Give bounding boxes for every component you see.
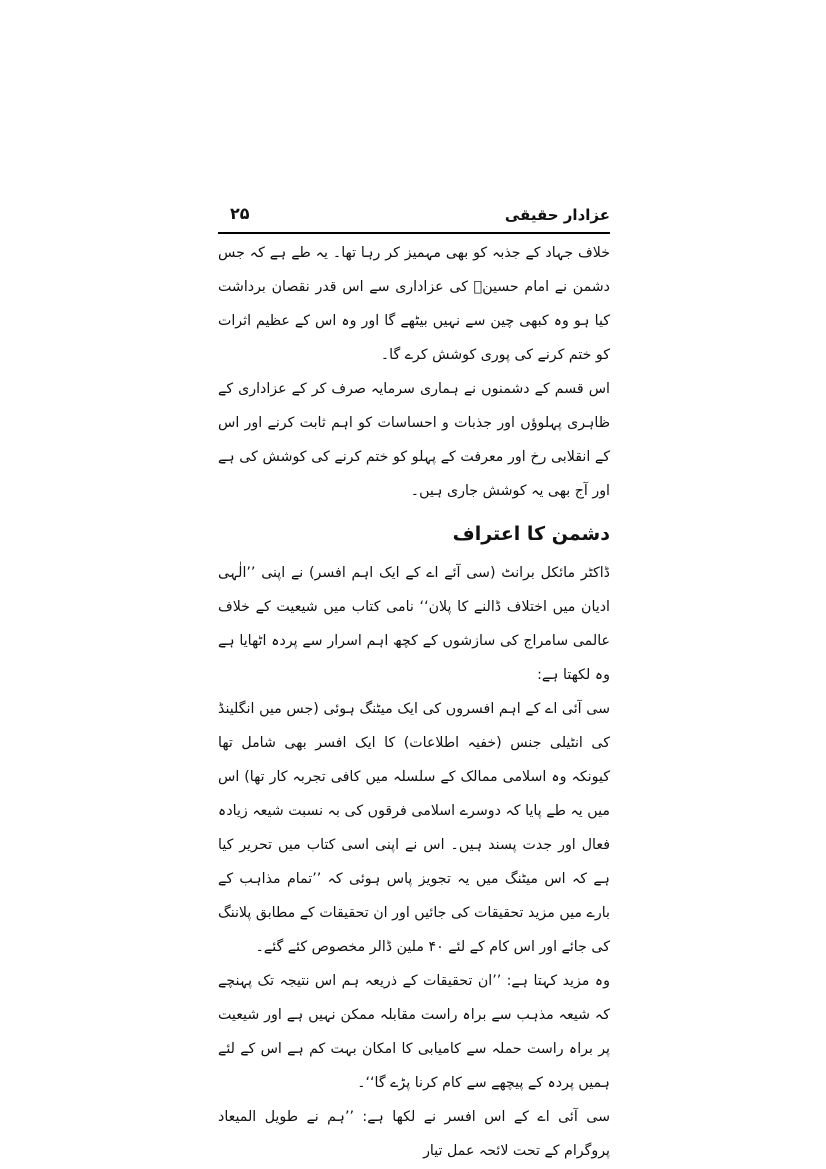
paragraph: سی آئی اے کے اہم افسروں کی ایک میٹنگ ہوئی (جس میں انگلینڈ کی انٹیلی جنس (خفیہ اطلاعات) کا ایک افسر بھی شامل تھا کیونکہ وہ اسلامی ممالک کے سلسلہ میں کافی تجربہ کار تھا) اس میں یہ طے پایا کہ دوسرے اسلامی فرقوں کی بہ نسبت شیعہ زیادہ فعال اور جدت پسند ہیں۔ اس نے اپنی اسی کتاب میں تحریر کیا ہے کہ اس میٹنگ میں یہ تجویز پاس ہوئی کہ ’’تمام مذاہب کے بارے میں مزید تحقیقات کی جائیں اور ان تحقیقات کے مطابق پلاننگ کی جائے اور اس کام کے لئے ۴۰ ملین ڈالر مخصوص کئے گئے۔ [218,701,610,955]
page-body [218,236,610,1168]
paragraph: ڈاکٹر مائکل برانٹ (سی آئے اے کے ایک اہم افسر) نے اپنی ’’الٰہی ادیان میں اختلاف ڈالنے کا پلان‘‘ نامی کتاب میں شیعیت کے خلاف عالمی سامراج کی سازشوں کے کچھ اہم اسرار سے پردہ اٹھایا ہے وہ لکھتا ہے: [218,565,610,683]
paragraph: وہ مزید کہتا ہے: ’’ان تحقیقات کے ذریعہ ہم اس نتیجہ تک پہنچے کہ شیعہ مذہب سے براہ راست مقابلہ ممکن نہیں ہے اور شیعیت پر براہ راست حملہ سے کامیابی کا امکان بہت کم ہے اس کے لئے ہمیں پردہ کے پیچھے سے کام کرنا پڑے گا‘‘۔ [218,973,610,1091]
header-rule [218,232,610,234]
page-header [218,202,610,232]
running-head: عزادار حقیقی [504,206,610,224]
page-number: ۲۵ [230,204,250,223]
paragraph: خلاف جہاد کے جذبہ کو بھی مہمیز کر رہا تھا۔ یہ طے ہے کہ جس دشمن نے امام حسینؑ کی عزاداری سے اس قدر نقصان برداشت کیا ہو وہ کبھی چین سے نہیں بیٹھے گا اور وہ اس کے عظیم اثرات کو ختم کرنے کی پوری کوشش کرے گا۔ [218,245,610,363]
paragraph: سی آئی اے کے اس افسر نے لکھا ہے: ’’ہم نے طویل المیعاد پروگرام کے تحت لائحہ عمل تیار [218,1109,610,1159]
paragraph: اس قسم کے دشمنوں نے ہماری سرمایہ صرف کر کے عزاداری کے ظاہری پہلوؤں اور جذبات و احساسات کو اہم ثابت کرنے اور اس کے انقلابی رخ اور معرفت کے پہلو کو ختم کرنے کی کوشش کی ہے اور آج بھی یہ کوشش جاری ہیں۔ [218,381,610,499]
section-heading: دشمن کا اعتراف [452,523,610,545]
